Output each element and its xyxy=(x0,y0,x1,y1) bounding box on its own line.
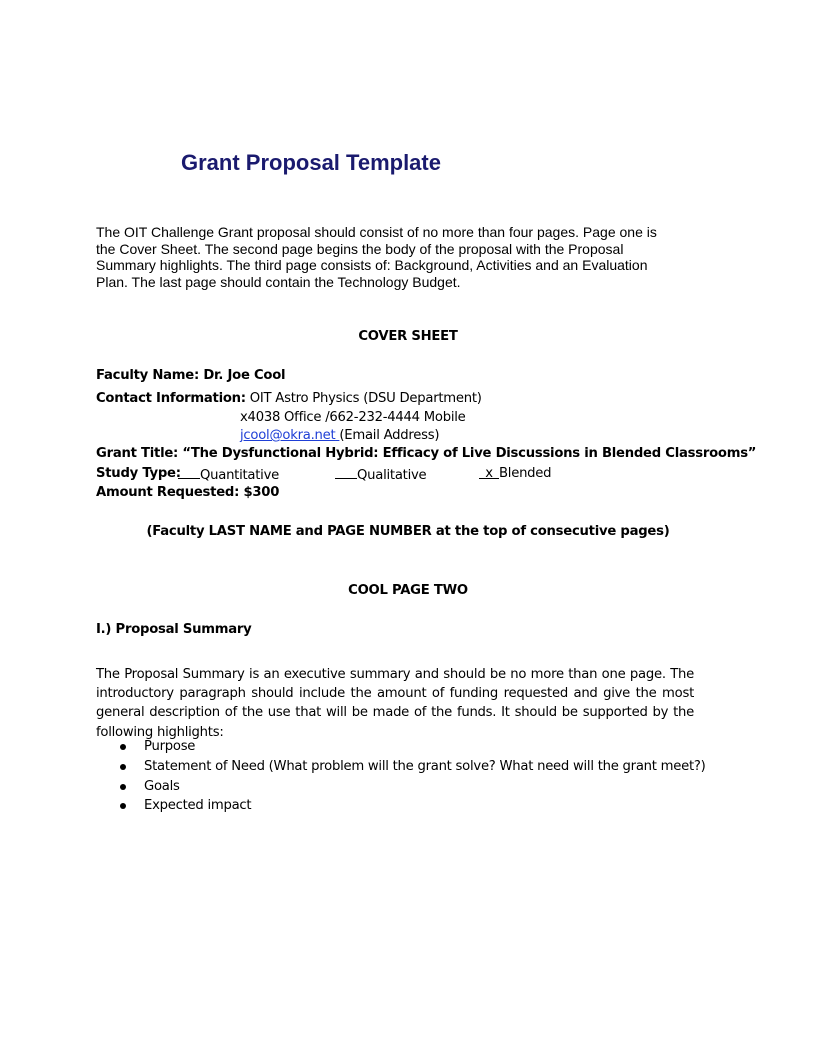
study-type-label-wrap xyxy=(96,466,181,481)
intro-line: the Cover Sheet. The second page begins the body of the proposal with the Proposal xyxy=(96,240,624,257)
study-option-blank xyxy=(335,466,357,479)
document-title: Grant Proposal Template xyxy=(181,150,441,175)
grant-title-label: Grant Title: xyxy=(96,446,179,461)
study-option-qualitative xyxy=(335,466,426,483)
grant-title xyxy=(96,446,756,461)
study-option-label: Qualitative xyxy=(357,468,427,483)
cover-sheet-heading: COVER SHEET xyxy=(358,329,458,344)
intro-line: The OIT Challenge Grant proposal should consist of no more than four pages. Page one is xyxy=(96,224,657,240)
bullet-icon xyxy=(120,784,126,790)
bullet-icon xyxy=(120,764,126,770)
study-option-blank: x xyxy=(479,466,499,479)
contact-label: Contact Information: xyxy=(96,391,246,406)
section-title: I.) Proposal Summary xyxy=(96,622,252,637)
summary-line: general description of the use that will be made of the funds. It should be supported by the xyxy=(96,705,694,721)
study-option-quantitative xyxy=(178,466,279,483)
bullet-item: Statement of Need (What problem will the grant solve? What need will the grant meet?) xyxy=(144,759,706,774)
contact-email-line xyxy=(240,428,439,443)
study-option-blended xyxy=(479,466,551,481)
intro-line: Summary highlights. The third page consists of: Background, Activities and an Evaluation xyxy=(96,257,648,273)
summary-line: following highlights: xyxy=(96,724,224,740)
email-suffix: (Email Address) xyxy=(339,428,440,443)
grant-title-value: “The Dysfunctional Hybrid: Efficacy of Live Discussions in Blended Classrooms” xyxy=(182,446,757,461)
summary-line: The Proposal Summary is an executive summary and should be no more than one page. The xyxy=(96,667,694,682)
contact-department: OIT Astro Physics (DSU Department) xyxy=(249,391,482,406)
bullet-icon xyxy=(120,744,126,750)
bullet-item: Purpose xyxy=(144,739,196,754)
intro-paragraph xyxy=(96,224,696,290)
study-type-label: Study Type: xyxy=(96,466,181,481)
summary-paragraph xyxy=(96,665,694,742)
faculty-name: Faculty Name: Dr. Joe Cool xyxy=(96,368,286,383)
page-two-heading: COOL PAGE TWO xyxy=(348,583,468,598)
bullet-item: Goals xyxy=(144,779,180,794)
study-option-blank xyxy=(178,466,200,479)
page-header-note: (Faculty LAST NAME and PAGE NUMBER at the top of consecutive pages) xyxy=(146,524,670,539)
contact-phone: x4038 Office /662-232-4444 Mobile xyxy=(240,410,466,425)
study-option-label: Quantitative xyxy=(200,468,280,483)
bullet-item: Expected impact xyxy=(144,798,252,813)
email-link[interactable]: jcool@okra.net xyxy=(240,428,336,443)
bullet-icon xyxy=(120,803,126,809)
intro-line: Plan. The last page should contain the Technology Budget. xyxy=(96,273,461,290)
amount-requested: Amount Requested: $300 xyxy=(96,485,280,500)
contact-information xyxy=(96,391,482,406)
study-option-label: Blended xyxy=(499,466,552,481)
summary-line: introductory paragraph should include the amount of funding requested and give the most xyxy=(96,686,694,702)
